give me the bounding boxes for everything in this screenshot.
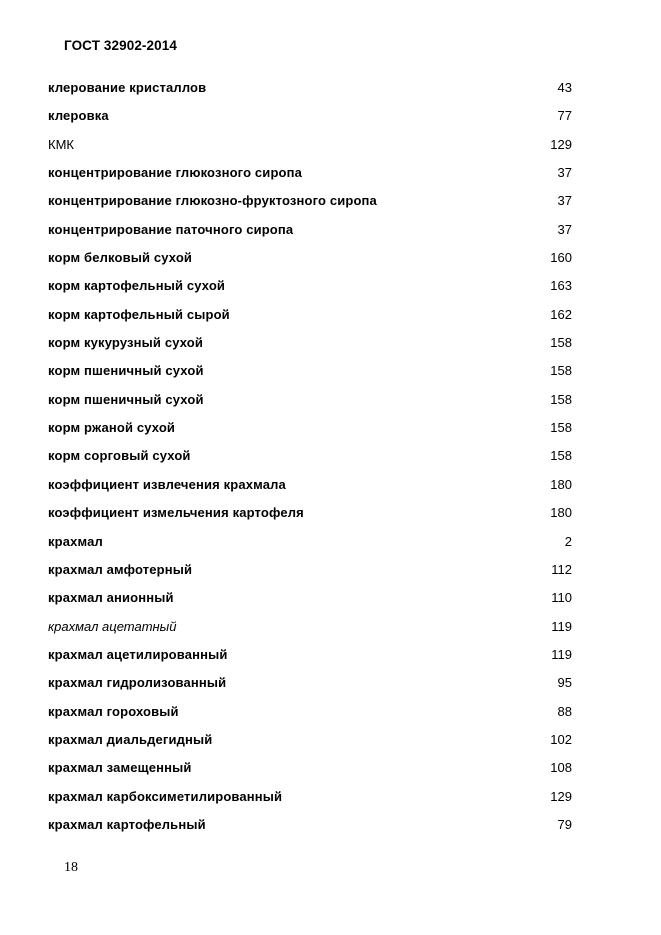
index-page-ref: 95 [557,675,572,691]
index-term: крахмал карбоксиметилированный [48,788,283,804]
index-page-ref: 129 [550,788,572,804]
index-term: клеровка [48,108,109,124]
index-entry [48,329,572,357]
index-term: крахмал гидролизованный [48,675,227,691]
index-entry [48,301,572,329]
index-entry [48,187,572,215]
index-page-ref: 158 [550,448,572,464]
index-term: корм кукурузный сухой [48,335,204,351]
index-page-ref: 37 [557,193,572,209]
index-term: концентрирование паточного сиропа [48,221,294,237]
index-entry [48,131,572,159]
index-term: корм картофельный сухой [48,278,226,294]
index-page-ref: 37 [557,165,572,181]
index-entry [48,499,572,527]
index-entry [48,556,572,584]
index-page-ref: 163 [550,278,572,294]
index-entry [48,811,572,839]
index-page-ref: 79 [557,816,572,832]
index-term: корм ржаной сухой [48,420,176,436]
index-entry [48,584,572,612]
index-entry [48,244,572,272]
index-term: корм сорговый сухой [48,448,191,464]
index-term: корм белковый сухой [48,250,193,266]
index-term: крахмал [48,533,103,549]
index-term: корм картофельный сырой [48,306,230,322]
index-entry [48,726,572,754]
subject-index-list [48,74,572,839]
index-page-ref: 37 [557,221,572,237]
index-entry [48,669,572,697]
index-entry [48,442,572,470]
index-term: коэффициент извлечения крахмала [48,476,286,492]
index-term: концентрирование глюкозного сиропа [48,165,303,181]
index-page-ref: 110 [551,590,572,606]
index-entry [48,698,572,726]
index-page-ref: 158 [550,335,572,351]
index-entry [48,159,572,187]
index-page-ref: 102 [550,731,572,747]
index-page-ref: 162 [550,306,572,322]
index-page-ref: 43 [557,80,572,95]
page-number: 18 [64,860,78,875]
document-header: ГОСТ 32902-2014 [64,38,177,53]
index-entry [48,357,572,385]
index-page-ref: 108 [550,760,572,776]
index-page-ref: 180 [550,476,572,492]
index-term: крахмал гороховый [48,703,179,719]
index-term: корм пшеничный сухой [48,391,204,407]
index-page-ref: 158 [550,420,572,436]
index-term: крахмал картофельный [48,816,206,832]
index-page-ref: 88 [557,703,572,719]
index-page-ref: 119 [551,618,572,634]
index-term: коэффициент измельчения картофеля [48,505,304,521]
index-page-ref: 158 [550,363,572,379]
index-entry [48,386,572,414]
index-term: крахмал ацетатный [48,618,177,634]
index-term: крахмал ацетилированный [48,646,228,662]
index-page-ref: 112 [551,561,572,577]
index-page-ref: 2 [564,533,572,549]
index-entry [48,272,572,300]
index-entry [48,102,572,130]
index-page-ref: 119 [551,646,572,662]
index-term: крахмал амфотерный [48,561,193,577]
index-entry [48,783,572,811]
index-entry [48,641,572,669]
index-term: крахмал диальдегидный [48,731,213,747]
index-page-ref: 160 [550,250,572,266]
index-entry [48,471,572,499]
index-entry [48,528,572,556]
index-entry [48,414,572,442]
index-page-ref: 129 [550,136,572,152]
index-entry [48,613,572,641]
index-term: КМК [48,136,74,152]
index-entry [48,754,572,782]
index-term: концентрирование глюкозно-фруктозного сиропа [48,193,377,209]
index-page-ref: 77 [557,108,572,124]
index-term: крахмал замещенный [48,760,192,776]
index-entry [48,216,572,244]
index-page-ref: 158 [550,391,572,407]
index-term: корм пшеничный сухой [48,363,204,379]
index-entry [48,74,572,102]
index-term: крахмал анионный [48,590,174,606]
index-page-ref: 180 [550,505,572,521]
index-term: клерование кристаллов [48,80,207,95]
